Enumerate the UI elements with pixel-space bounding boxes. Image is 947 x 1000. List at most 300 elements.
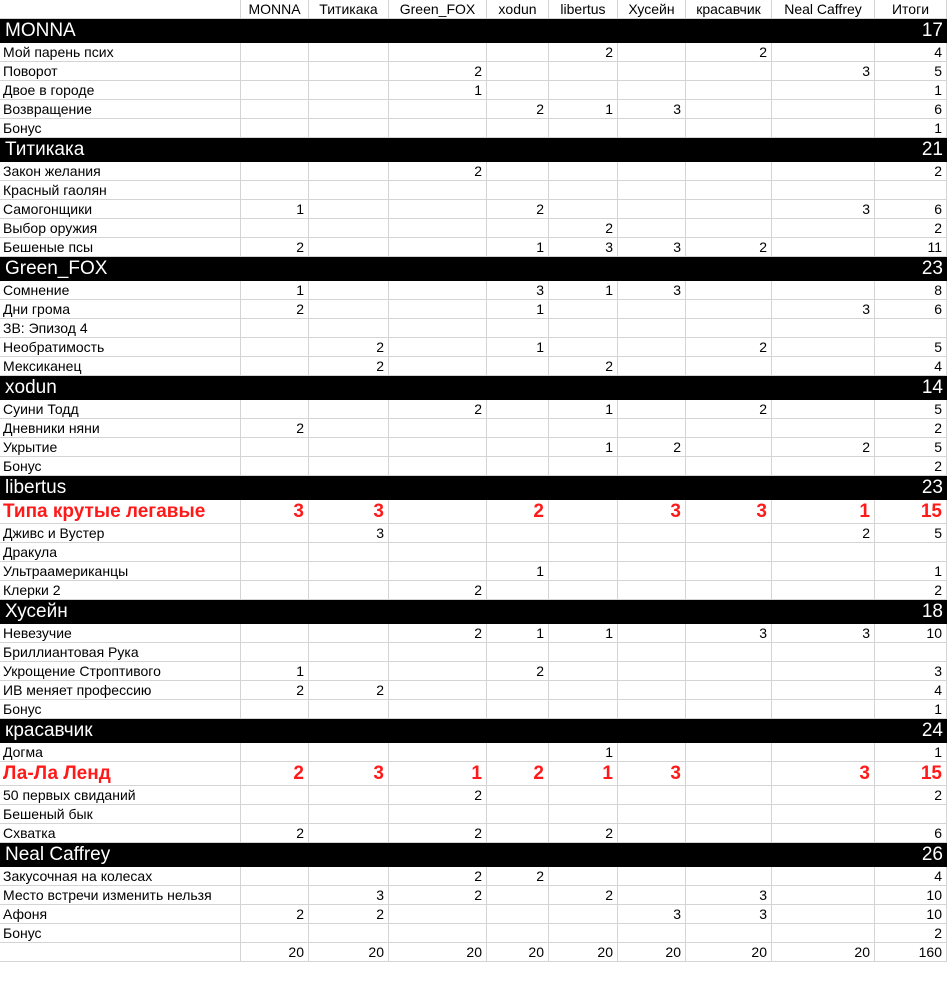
score-cell[interactable]: [686, 743, 772, 762]
score-cell[interactable]: 3: [618, 500, 686, 524]
score-cell[interactable]: [309, 219, 389, 238]
score-cell[interactable]: [487, 643, 549, 662]
row-label[interactable]: Укрытие: [0, 438, 241, 457]
column-header-6[interactable]: Хусейн: [618, 0, 686, 19]
score-cell[interactable]: [772, 400, 875, 419]
score-cell[interactable]: [772, 219, 875, 238]
row-label[interactable]: Дневники няни: [0, 419, 241, 438]
score-cell[interactable]: 2: [389, 62, 487, 81]
score-cell[interactable]: 3: [549, 238, 618, 257]
row-label[interactable]: Бонус: [0, 700, 241, 719]
score-cell[interactable]: [241, 43, 309, 62]
score-cell[interactable]: [772, 867, 875, 886]
score-cell[interactable]: [241, 319, 309, 338]
row-total[interactable]: 1: [875, 743, 947, 762]
row-total[interactable]: 15: [875, 762, 947, 786]
score-cell[interactable]: [686, 319, 772, 338]
score-cell[interactable]: [389, 43, 487, 62]
row-label[interactable]: Бриллиантовая Рука: [0, 643, 241, 662]
score-cell[interactable]: 20: [487, 943, 549, 962]
score-cell[interactable]: [309, 624, 389, 643]
score-cell[interactable]: 20: [309, 943, 389, 962]
score-cell[interactable]: 1: [241, 662, 309, 681]
row-label[interactable]: Возвращение: [0, 100, 241, 119]
row-label[interactable]: Дживс и Вустер: [0, 524, 241, 543]
score-cell[interactable]: [686, 581, 772, 600]
row-total[interactable]: 4: [875, 43, 947, 62]
score-cell[interactable]: [389, 543, 487, 562]
score-cell[interactable]: [389, 100, 487, 119]
score-cell[interactable]: [309, 457, 389, 476]
score-cell[interactable]: [487, 457, 549, 476]
row-total[interactable]: 1: [875, 700, 947, 719]
score-cell[interactable]: 3: [618, 238, 686, 257]
score-cell[interactable]: [686, 543, 772, 562]
score-cell[interactable]: [686, 438, 772, 457]
row-label[interactable]: Бонус: [0, 119, 241, 138]
score-cell[interactable]: [549, 119, 618, 138]
score-cell[interactable]: 1: [487, 338, 549, 357]
score-cell[interactable]: [389, 500, 487, 524]
score-cell[interactable]: [618, 524, 686, 543]
score-cell[interactable]: [772, 581, 875, 600]
score-cell[interactable]: [389, 357, 487, 376]
score-cell[interactable]: [389, 662, 487, 681]
score-cell[interactable]: [618, 119, 686, 138]
score-cell[interactable]: [772, 786, 875, 805]
score-cell[interactable]: 3: [686, 905, 772, 924]
score-cell[interactable]: 1: [549, 438, 618, 457]
section-title[interactable]: MONNA: [5, 20, 76, 41]
score-cell[interactable]: 1: [772, 500, 875, 524]
score-cell[interactable]: [618, 786, 686, 805]
column-header-1[interactable]: MONNA: [241, 0, 309, 19]
score-cell[interactable]: [389, 643, 487, 662]
score-cell[interactable]: [241, 886, 309, 905]
section-title[interactable]: xodun: [5, 377, 57, 398]
score-cell[interactable]: [549, 581, 618, 600]
score-cell[interactable]: [686, 419, 772, 438]
score-cell[interactable]: [241, 700, 309, 719]
score-cell[interactable]: [241, 543, 309, 562]
score-cell[interactable]: [686, 824, 772, 843]
score-cell[interactable]: [389, 743, 487, 762]
section-total[interactable]: 17: [921, 20, 943, 41]
score-cell[interactable]: 2: [487, 200, 549, 219]
score-cell[interactable]: [686, 162, 772, 181]
row-total[interactable]: 160: [875, 943, 947, 962]
score-cell[interactable]: 2: [487, 867, 549, 886]
score-cell[interactable]: [686, 219, 772, 238]
score-cell[interactable]: [772, 824, 875, 843]
score-cell[interactable]: [686, 181, 772, 200]
score-cell[interactable]: [487, 824, 549, 843]
score-cell[interactable]: [772, 681, 875, 700]
score-cell[interactable]: [618, 700, 686, 719]
score-cell[interactable]: [487, 181, 549, 200]
section-total[interactable]: 18: [921, 601, 943, 622]
score-cell[interactable]: [618, 162, 686, 181]
score-cell[interactable]: [549, 924, 618, 943]
score-cell[interactable]: [309, 867, 389, 886]
score-cell[interactable]: [772, 886, 875, 905]
score-cell[interactable]: [241, 562, 309, 581]
score-cell[interactable]: [772, 643, 875, 662]
score-cell[interactable]: [772, 319, 875, 338]
score-cell[interactable]: 1: [389, 81, 487, 100]
row-total[interactable]: 10: [875, 886, 947, 905]
score-cell[interactable]: 3: [618, 762, 686, 786]
score-cell[interactable]: 2: [549, 824, 618, 843]
score-cell[interactable]: [309, 100, 389, 119]
score-cell[interactable]: [618, 200, 686, 219]
score-cell[interactable]: [618, 662, 686, 681]
score-cell[interactable]: 2: [309, 905, 389, 924]
score-cell[interactable]: 2: [389, 162, 487, 181]
score-cell[interactable]: [549, 805, 618, 824]
score-cell[interactable]: [389, 524, 487, 543]
score-cell[interactable]: 2: [686, 400, 772, 419]
row-total[interactable]: 4: [875, 867, 947, 886]
score-cell[interactable]: [241, 805, 309, 824]
score-cell[interactable]: [549, 457, 618, 476]
row-label[interactable]: Необратимость: [0, 338, 241, 357]
row-total[interactable]: 4: [875, 357, 947, 376]
score-cell[interactable]: [549, 643, 618, 662]
score-cell[interactable]: 3: [618, 100, 686, 119]
score-cell[interactable]: 2: [241, 905, 309, 924]
row-total[interactable]: [875, 643, 947, 662]
row-label[interactable]: Суини Тодд: [0, 400, 241, 419]
score-cell[interactable]: 1: [241, 281, 309, 300]
score-cell[interactable]: 2: [309, 681, 389, 700]
score-cell[interactable]: 3: [772, 62, 875, 81]
score-cell[interactable]: [309, 162, 389, 181]
row-label[interactable]: Клерки 2: [0, 581, 241, 600]
row-label[interactable]: Ультраамериканцы: [0, 562, 241, 581]
score-cell[interactable]: 3: [686, 886, 772, 905]
score-cell[interactable]: [241, 743, 309, 762]
score-cell[interactable]: [549, 681, 618, 700]
score-cell[interactable]: [686, 662, 772, 681]
score-cell[interactable]: [309, 238, 389, 257]
score-cell[interactable]: 2: [549, 219, 618, 238]
score-cell[interactable]: [241, 357, 309, 376]
score-cell[interactable]: 1: [549, 400, 618, 419]
score-cell[interactable]: [549, 867, 618, 886]
score-cell[interactable]: [618, 562, 686, 581]
score-cell[interactable]: [549, 524, 618, 543]
row-total[interactable]: 5: [875, 62, 947, 81]
score-cell[interactable]: [549, 500, 618, 524]
score-cell[interactable]: [241, 924, 309, 943]
score-cell[interactable]: [686, 805, 772, 824]
score-cell[interactable]: 2: [241, 824, 309, 843]
score-cell[interactable]: 2: [618, 438, 686, 457]
score-cell[interactable]: [549, 543, 618, 562]
column-header-7[interactable]: красавчик: [686, 0, 772, 19]
score-cell[interactable]: 2: [241, 238, 309, 257]
row-label[interactable]: ЗВ: Эпизод 4: [0, 319, 241, 338]
score-cell[interactable]: 2: [241, 762, 309, 786]
score-cell[interactable]: [772, 357, 875, 376]
row-label[interactable]: Красный гаолян: [0, 181, 241, 200]
score-cell[interactable]: [309, 700, 389, 719]
score-cell[interactable]: [309, 543, 389, 562]
score-cell[interactable]: 1: [549, 624, 618, 643]
score-cell[interactable]: [549, 786, 618, 805]
score-cell[interactable]: 2: [686, 238, 772, 257]
score-cell[interactable]: 2: [241, 681, 309, 700]
score-cell[interactable]: [487, 543, 549, 562]
score-cell[interactable]: [389, 805, 487, 824]
score-cell[interactable]: [549, 338, 618, 357]
row-total[interactable]: 5: [875, 438, 947, 457]
score-cell[interactable]: 2: [389, 400, 487, 419]
score-cell[interactable]: [487, 681, 549, 700]
score-cell[interactable]: [772, 457, 875, 476]
score-cell[interactable]: [686, 524, 772, 543]
score-cell[interactable]: [309, 581, 389, 600]
score-cell[interactable]: [686, 562, 772, 581]
row-total[interactable]: 1: [875, 81, 947, 100]
row-label[interactable]: ИВ меняет профессию: [0, 681, 241, 700]
score-cell[interactable]: [772, 81, 875, 100]
score-cell[interactable]: [487, 81, 549, 100]
score-cell[interactable]: 3: [309, 500, 389, 524]
row-label[interactable]: Самогонщики: [0, 200, 241, 219]
score-cell[interactable]: [389, 562, 487, 581]
score-cell[interactable]: [309, 119, 389, 138]
row-total[interactable]: 3: [875, 662, 947, 681]
row-label[interactable]: Типа крутые легавые: [0, 500, 241, 524]
score-cell[interactable]: 2: [241, 300, 309, 319]
row-total[interactable]: [875, 181, 947, 200]
row-total[interactable]: 4: [875, 681, 947, 700]
section-total[interactable]: 23: [921, 477, 943, 498]
score-cell[interactable]: [686, 119, 772, 138]
score-cell[interactable]: [309, 786, 389, 805]
row-total[interactable]: [875, 543, 947, 562]
score-cell[interactable]: [686, 300, 772, 319]
score-cell[interactable]: [618, 81, 686, 100]
score-cell[interactable]: [389, 700, 487, 719]
score-cell[interactable]: 3: [618, 905, 686, 924]
score-cell[interactable]: [487, 924, 549, 943]
score-cell[interactable]: [686, 62, 772, 81]
score-cell[interactable]: [241, 786, 309, 805]
score-cell[interactable]: [618, 643, 686, 662]
score-cell[interactable]: [309, 43, 389, 62]
score-cell[interactable]: [389, 119, 487, 138]
score-cell[interactable]: [309, 319, 389, 338]
score-cell[interactable]: [618, 581, 686, 600]
score-cell[interactable]: 2: [309, 357, 389, 376]
row-total[interactable]: 5: [875, 400, 947, 419]
row-label[interactable]: Сомнение: [0, 281, 241, 300]
score-cell[interactable]: [549, 81, 618, 100]
score-cell[interactable]: 1: [487, 562, 549, 581]
score-cell[interactable]: [549, 62, 618, 81]
score-cell[interactable]: [309, 924, 389, 943]
score-cell[interactable]: 3: [772, 762, 875, 786]
row-total[interactable]: 2: [875, 457, 947, 476]
score-cell[interactable]: [686, 200, 772, 219]
score-cell[interactable]: [309, 824, 389, 843]
row-label[interactable]: Невезучие: [0, 624, 241, 643]
score-cell[interactable]: 1: [549, 281, 618, 300]
score-cell[interactable]: [772, 419, 875, 438]
score-cell[interactable]: [618, 357, 686, 376]
score-cell[interactable]: [309, 62, 389, 81]
score-cell[interactable]: [618, 457, 686, 476]
score-cell[interactable]: [487, 43, 549, 62]
section-title[interactable]: Хусейн: [5, 601, 68, 622]
score-cell[interactable]: 1: [549, 743, 618, 762]
row-label[interactable]: Ла-Ла Ленд: [0, 762, 241, 786]
score-cell[interactable]: [686, 457, 772, 476]
score-cell[interactable]: 3: [309, 762, 389, 786]
score-cell[interactable]: 2: [772, 524, 875, 543]
score-cell[interactable]: [487, 743, 549, 762]
score-cell[interactable]: [686, 867, 772, 886]
row-total[interactable]: 2: [875, 419, 947, 438]
score-cell[interactable]: [487, 357, 549, 376]
score-cell[interactable]: [618, 62, 686, 81]
score-cell[interactable]: [487, 886, 549, 905]
score-cell[interactable]: [618, 338, 686, 357]
score-cell[interactable]: [686, 643, 772, 662]
score-cell[interactable]: [389, 281, 487, 300]
score-cell[interactable]: [772, 100, 875, 119]
score-cell[interactable]: [772, 338, 875, 357]
section-total[interactable]: 24: [921, 720, 943, 741]
score-cell[interactable]: [772, 181, 875, 200]
row-label[interactable]: Укрощение Строптивого: [0, 662, 241, 681]
score-cell[interactable]: [389, 438, 487, 457]
score-cell[interactable]: [389, 181, 487, 200]
score-cell[interactable]: 2: [389, 824, 487, 843]
section-title[interactable]: Green_FOX: [5, 258, 108, 279]
score-cell[interactable]: [618, 743, 686, 762]
section-total[interactable]: 14: [921, 377, 943, 398]
score-cell[interactable]: [549, 662, 618, 681]
score-cell[interactable]: [618, 300, 686, 319]
score-cell[interactable]: [389, 457, 487, 476]
column-header-2[interactable]: Титикака: [309, 0, 389, 19]
section-title[interactable]: Титикака: [5, 139, 85, 160]
score-cell[interactable]: [389, 238, 487, 257]
score-cell[interactable]: [549, 181, 618, 200]
score-cell[interactable]: [389, 924, 487, 943]
score-cell[interactable]: [772, 662, 875, 681]
score-cell[interactable]: 3: [618, 281, 686, 300]
score-cell[interactable]: 2: [389, 786, 487, 805]
row-total[interactable]: 6: [875, 300, 947, 319]
score-cell[interactable]: [487, 219, 549, 238]
score-cell[interactable]: [241, 400, 309, 419]
score-cell[interactable]: [241, 524, 309, 543]
score-cell[interactable]: 3: [309, 524, 389, 543]
score-cell[interactable]: [309, 643, 389, 662]
score-cell[interactable]: 3: [772, 300, 875, 319]
score-cell[interactable]: 1: [241, 200, 309, 219]
row-label[interactable]: Место встречи изменить нельзя: [0, 886, 241, 905]
score-cell[interactable]: 20: [686, 943, 772, 962]
row-label[interactable]: Бонус: [0, 457, 241, 476]
score-cell[interactable]: 3: [309, 886, 389, 905]
score-cell[interactable]: [618, 805, 686, 824]
row-total[interactable]: 10: [875, 624, 947, 643]
score-cell[interactable]: [618, 543, 686, 562]
row-label[interactable]: [0, 943, 241, 962]
section-total[interactable]: 21: [921, 139, 943, 160]
score-cell[interactable]: [618, 419, 686, 438]
column-header-5[interactable]: libertus: [549, 0, 618, 19]
column-header-8[interactable]: Neal Caffrey: [772, 0, 875, 19]
score-cell[interactable]: [309, 181, 389, 200]
score-cell[interactable]: 2: [686, 43, 772, 62]
score-cell[interactable]: [618, 624, 686, 643]
score-cell[interactable]: [241, 162, 309, 181]
score-cell[interactable]: [487, 419, 549, 438]
score-cell[interactable]: 20: [618, 943, 686, 962]
score-cell[interactable]: [686, 924, 772, 943]
score-cell[interactable]: [309, 200, 389, 219]
score-cell[interactable]: [487, 119, 549, 138]
score-cell[interactable]: [309, 400, 389, 419]
score-cell[interactable]: [241, 219, 309, 238]
row-total[interactable]: 8: [875, 281, 947, 300]
column-header-4[interactable]: xodun: [487, 0, 549, 19]
score-cell[interactable]: [686, 681, 772, 700]
score-cell[interactable]: [241, 181, 309, 200]
score-cell[interactable]: [389, 905, 487, 924]
row-label[interactable]: Выбор оружия: [0, 219, 241, 238]
score-cell[interactable]: [241, 100, 309, 119]
row-total[interactable]: 2: [875, 581, 947, 600]
row-label[interactable]: Поворот: [0, 62, 241, 81]
score-cell[interactable]: [309, 300, 389, 319]
score-cell[interactable]: 2: [549, 886, 618, 905]
score-cell[interactable]: [241, 62, 309, 81]
row-total[interactable]: 11: [875, 238, 947, 257]
score-cell[interactable]: [772, 924, 875, 943]
score-cell[interactable]: [487, 581, 549, 600]
score-cell[interactable]: [309, 419, 389, 438]
score-cell[interactable]: [487, 700, 549, 719]
score-cell[interactable]: [389, 219, 487, 238]
score-cell[interactable]: [618, 400, 686, 419]
score-cell[interactable]: 2: [389, 581, 487, 600]
score-cell[interactable]: [241, 81, 309, 100]
score-cell[interactable]: 2: [686, 338, 772, 357]
score-cell[interactable]: [686, 762, 772, 786]
score-cell[interactable]: [389, 419, 487, 438]
score-cell[interactable]: [618, 867, 686, 886]
score-cell[interactable]: 3: [772, 624, 875, 643]
row-total[interactable]: 10: [875, 905, 947, 924]
score-cell[interactable]: 2: [241, 419, 309, 438]
row-total[interactable]: 2: [875, 162, 947, 181]
section-total[interactable]: 26: [921, 844, 943, 865]
score-cell[interactable]: [618, 924, 686, 943]
score-cell[interactable]: [241, 581, 309, 600]
column-header-3[interactable]: Green_FOX: [389, 0, 487, 19]
score-cell[interactable]: [549, 562, 618, 581]
column-header-9[interactable]: Итоги: [875, 0, 947, 19]
score-cell[interactable]: 1: [549, 100, 618, 119]
